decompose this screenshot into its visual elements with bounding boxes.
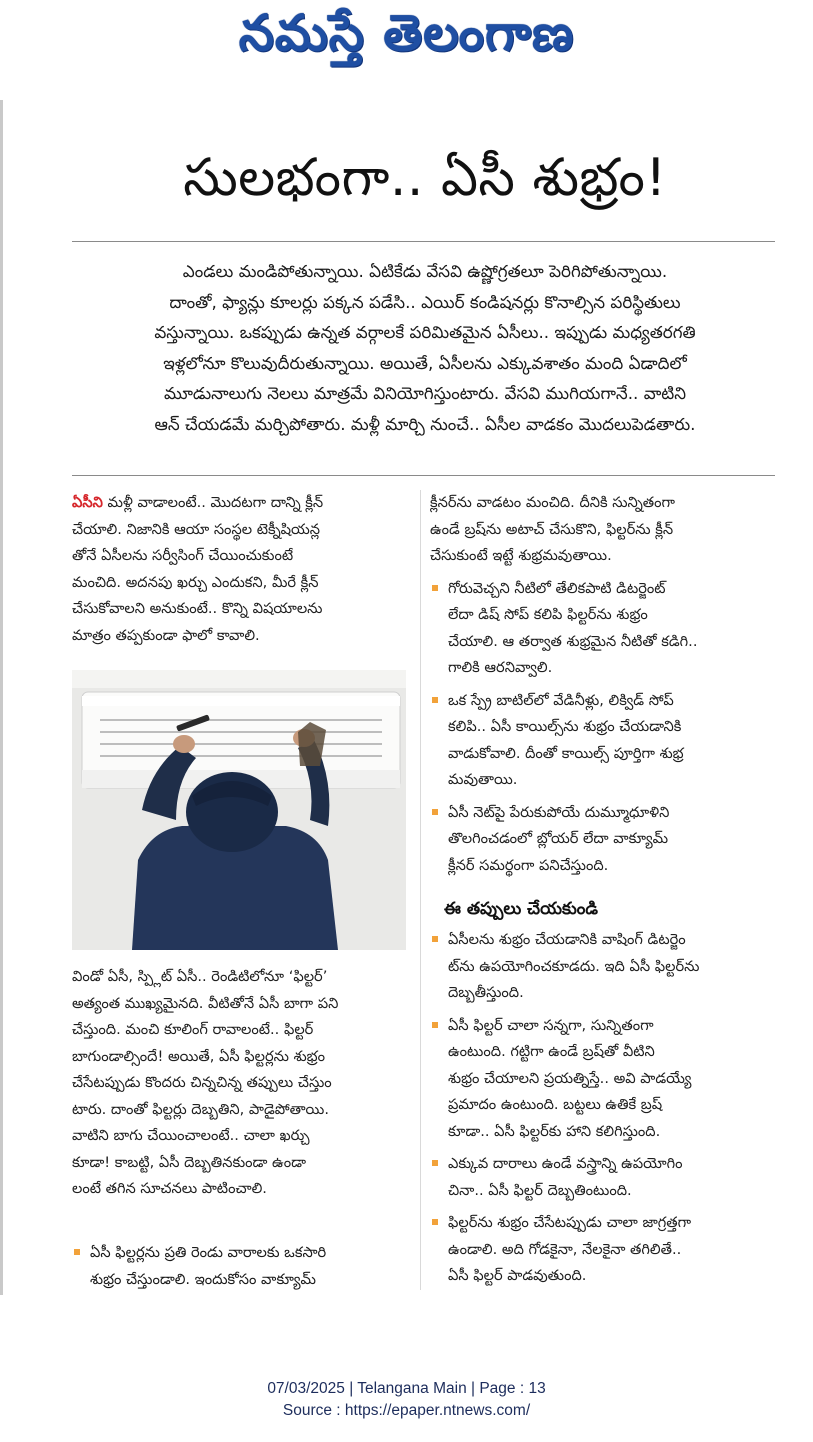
bullet-line: శుభ్రం చేస్తుండాలి. ఇందుకోసం వాక్యూమ్ xyxy=(90,1270,316,1288)
column-divider xyxy=(420,490,421,1290)
intro-line: దాంతో, ఫ్యాన్లు కూలర్లు పక్కన పడేసి.. ఎయిర్ కండిషనర్లు కొనాల్సిన పరిస్థితులు xyxy=(169,291,681,312)
bullet-line: వాడుకోవాలి. దీంతో కాయిల్స్ పూర్తిగా శుభ్ర xyxy=(448,744,684,762)
body-line xyxy=(72,490,412,517)
bullet-line: ఒక స్ప్రే బాటిల్‌లో వేడినీళ్లు, లిక్విడ్ సోప్ xyxy=(448,691,674,709)
bullet-line: ఏసీ ఫిల్టర్ చాలా సన్నగా, సున్నితంగా xyxy=(448,1016,654,1034)
intro-line: వస్తున్నాయి. ఒకప్పుడు ఉన్నత వర్గాలకే పరిమితమైన ఏసీలు.. ఇప్పుడు మధ్యతరగతి xyxy=(154,322,696,342)
body-line: చేసేటప్పుడు కొందరు చిన్నచిన్న తప్పులు చేస్తుం xyxy=(72,1074,332,1091)
body-line: లంటే తగిన సూచనలు పాటించాలి. xyxy=(72,1180,267,1197)
intro-line: మూడునాలుగు నెలలు మాత్రమే వినియోగిస్తుంటారు. వేసవి ముగియగానే.. వాటిని xyxy=(163,383,687,403)
bullet-line: చేయాలి. ఆ తర్వాత శుభ్రమైన నీటితో కడిగి.. xyxy=(448,632,698,650)
bullet-square-icon xyxy=(432,1160,438,1166)
bullet-line: ఫిల్టర్‌ను శుభ్రం చేసేటప్పుడు చాలా జాగ్రత్తగా xyxy=(448,1214,692,1231)
intro-line: ఎండలు మండిపోతున్నాయి. ఏటికేడు వేసవి ఉష్ణోగ్రతలూ పెరిగిపోతున్నాయి. xyxy=(182,261,668,281)
bullet-line: ఏసీ ఫిల్టర్లను ప్రతి రెండు వారాలకు ఒకసారి xyxy=(90,1244,327,1261)
intro-line: ఆన్ చేయడమే మర్చిపోతారు. మళ్లీ మార్చి నుంచే.. ఏసీల వాడకం మొదలుపెడతారు. xyxy=(154,413,696,434)
bullet-line: గోరువెచ్చని నీటిలో తేలికపాటి డిటర్జెంట్ xyxy=(448,579,666,597)
intro-divider xyxy=(72,475,775,476)
bullet-square-icon xyxy=(432,1219,438,1225)
body-line: ఉండే బ్రష్‌ను అటాచ్ చేసుకొని, ఫిల్టర్‌ను క్లీన్ xyxy=(430,520,674,538)
body-line: బాగుండాల్సిందే! అయితే, ఏసీ ఫిల్టర్లను శుభ్రం xyxy=(72,1047,326,1065)
bullet-line: ఏసీ నెట్‌పై పేరుకుపోయే దుమ్మూధూళిని xyxy=(448,803,670,821)
bullet-line: శుభ్రం చేయాలని ప్రయత్నిస్తే.. అవి పాడయ్యే xyxy=(448,1069,692,1087)
body-line: మాత్రం తప్పకుండా ఫాలో కావాలి. xyxy=(72,626,260,644)
bullet-line: ఉండాలి. అది గోడకైనా, నేలకైనా తగిలితే.. xyxy=(448,1240,682,1258)
tip-bullet xyxy=(430,800,780,880)
bullet-line: తొలగించడంలో బ్లోయర్ లేదా వాక్యూమ్ xyxy=(448,830,669,847)
bullet-square-icon xyxy=(432,585,438,591)
body-line: చేసుకుంటే ఇట్టే శుభ్రమవుతాయి. xyxy=(430,547,612,564)
body-line-rest: మళ్లీ వాడాలంటే.. మొదటగా దాన్ని క్లీన్ xyxy=(102,494,324,511)
dont-bullet xyxy=(430,1210,780,1290)
bullet-square-icon xyxy=(432,1022,438,1028)
epaper-footer xyxy=(0,1378,813,1422)
section-subheading: ఈ తప్పులు చేయకుండి xyxy=(444,899,598,919)
bullet-line: ఉంటుంది. గట్టిగా ఉండే బ్రష్‌తో వీటిని xyxy=(448,1043,655,1060)
tip-bullet xyxy=(430,576,780,682)
bullet-line: ప్రమాదం ఉంటుంది. బట్టలు ఉతికే బ్రష్ xyxy=(448,1096,663,1113)
tip-bullet xyxy=(430,688,780,794)
ac-cleaning-photo xyxy=(72,670,406,950)
dont-bullet xyxy=(430,1013,780,1146)
body-line: టారు. దాంతో ఫిల్టర్లు దెబ్బతిని, పాడైపోతాయి. xyxy=(72,1100,329,1118)
bullet-square-icon xyxy=(432,697,438,703)
body-line: కూడా! కాబట్టి, ఏసీ దెబ్బతినకుండా ఉండా xyxy=(72,1153,306,1171)
bullet-line: ఏసీ ఫిల్టర్ పాడవుతుంది. xyxy=(448,1267,587,1284)
body-line: చేయాలి. నిజానికి ఆయా సంస్థల టెక్నీషియన్ల xyxy=(72,520,321,538)
body-line: విండో ఏసీ, స్ప్లిట్ ఏసీ.. రెండిటిలోనూ ‘ఫిల్టర్’ xyxy=(72,968,328,985)
tip-bullet xyxy=(72,1240,430,1293)
bullet-line: దెబ్బతీస్తుంది. xyxy=(448,984,524,1001)
body-line: క్లీనర్‌ను వాడటం మంచిది. దీనికి సున్నితంగా xyxy=(430,494,675,511)
bullet-line: ఏసీలను శుభ్రం చేయడానికి వాషింగ్ డిటర్జెం xyxy=(448,931,686,948)
body-column-left-bottom xyxy=(72,964,412,1203)
newspaper-masthead xyxy=(0,0,813,78)
bullet-square-icon xyxy=(432,936,438,942)
bullet-line: ట్‌ను ఉపయోగించకూడదు. ఇది ఏసీ ఫిల్టర్‌ను xyxy=(448,957,700,975)
body-line: తోనే ఏసీలను సర్వీసింగ్ చేయించుకుంటే xyxy=(72,547,294,564)
bullet-line: కలిపి.. ఏసీ కాయిల్స్‌ను శుభ్రం చేయడానికి xyxy=(448,718,682,735)
lead-word: ఏసీని xyxy=(72,494,103,511)
article-intro xyxy=(78,256,772,439)
bullet-square-icon xyxy=(432,809,438,815)
bullet-line: ఎక్కువ దారాలు ఉండే వస్త్రాన్ని ఉపయోగిం xyxy=(448,1155,683,1172)
bullet-line: కూడా.. ఏసీ ఫిల్టర్‌కు హాని కలిగిస్తుంది. xyxy=(448,1122,661,1140)
body-column-left-top xyxy=(72,490,412,649)
body-column-right xyxy=(430,490,780,1290)
body-line: చేస్తుంది. మంచి కూలింగ్ రావాలంటే.. ఫిల్టర్ xyxy=(72,1021,314,1038)
bullet-line: లేదా డిష్ సోప్ కలిపి ఫిల్టర్‌ను శుభ్రం xyxy=(448,606,648,623)
body-line: అత్యంత ముఖ్యమైనది. వీటితోనే ఏసీ బాగా పని xyxy=(72,994,339,1012)
bullet-line: చినా.. ఏసీ ఫిల్టర్ దెబ్బతింటుంది. xyxy=(448,1181,632,1199)
bullet-line: మవుతాయి. xyxy=(448,771,518,788)
intro-line: ఇళ్లలోనూ కొలువుదీరుతున్నాయి. అయితే, ఏసీలను ఎక్కువశాతం మంది ఏడాదిలో xyxy=(163,352,687,373)
source-link[interactable]: Source : https://epaper.ntnews.com/ xyxy=(282,1402,531,1419)
body-line: మంచిది. అదనపు ఖర్చు ఎందుకని, మీరే క్లీన్ xyxy=(72,573,319,591)
headline-divider xyxy=(72,241,775,242)
bullet-line: గాలికి ఆరనివ్వాలి. xyxy=(448,659,553,676)
continuation-paragraph xyxy=(430,490,780,570)
article-headline: సులభంగా.. ఏసీ శుభ్రం! xyxy=(183,148,667,208)
dont-bullet xyxy=(430,1151,780,1204)
bullet-square-icon xyxy=(74,1249,80,1255)
body-line: చేసుకోవాలని అనుకుంటే.. కొన్ని విషయాలను xyxy=(72,600,323,617)
masthead-title: నమస్తే తెలంగాణ xyxy=(238,3,575,62)
technician-cleaning-ac-illustration xyxy=(72,670,406,950)
body-line: వాటిని బాగు చేయించాలంటే.. చాలా ఖర్చు xyxy=(72,1127,310,1144)
edition-info: 07/03/2025 | Telangana Main | Page : 13 xyxy=(267,1380,546,1397)
dont-bullet xyxy=(430,927,780,1007)
page-edge-line xyxy=(0,100,3,1295)
bullet-line: క్లీనర్ సమర్థంగా పనిచేస్తుంది. xyxy=(448,856,609,874)
